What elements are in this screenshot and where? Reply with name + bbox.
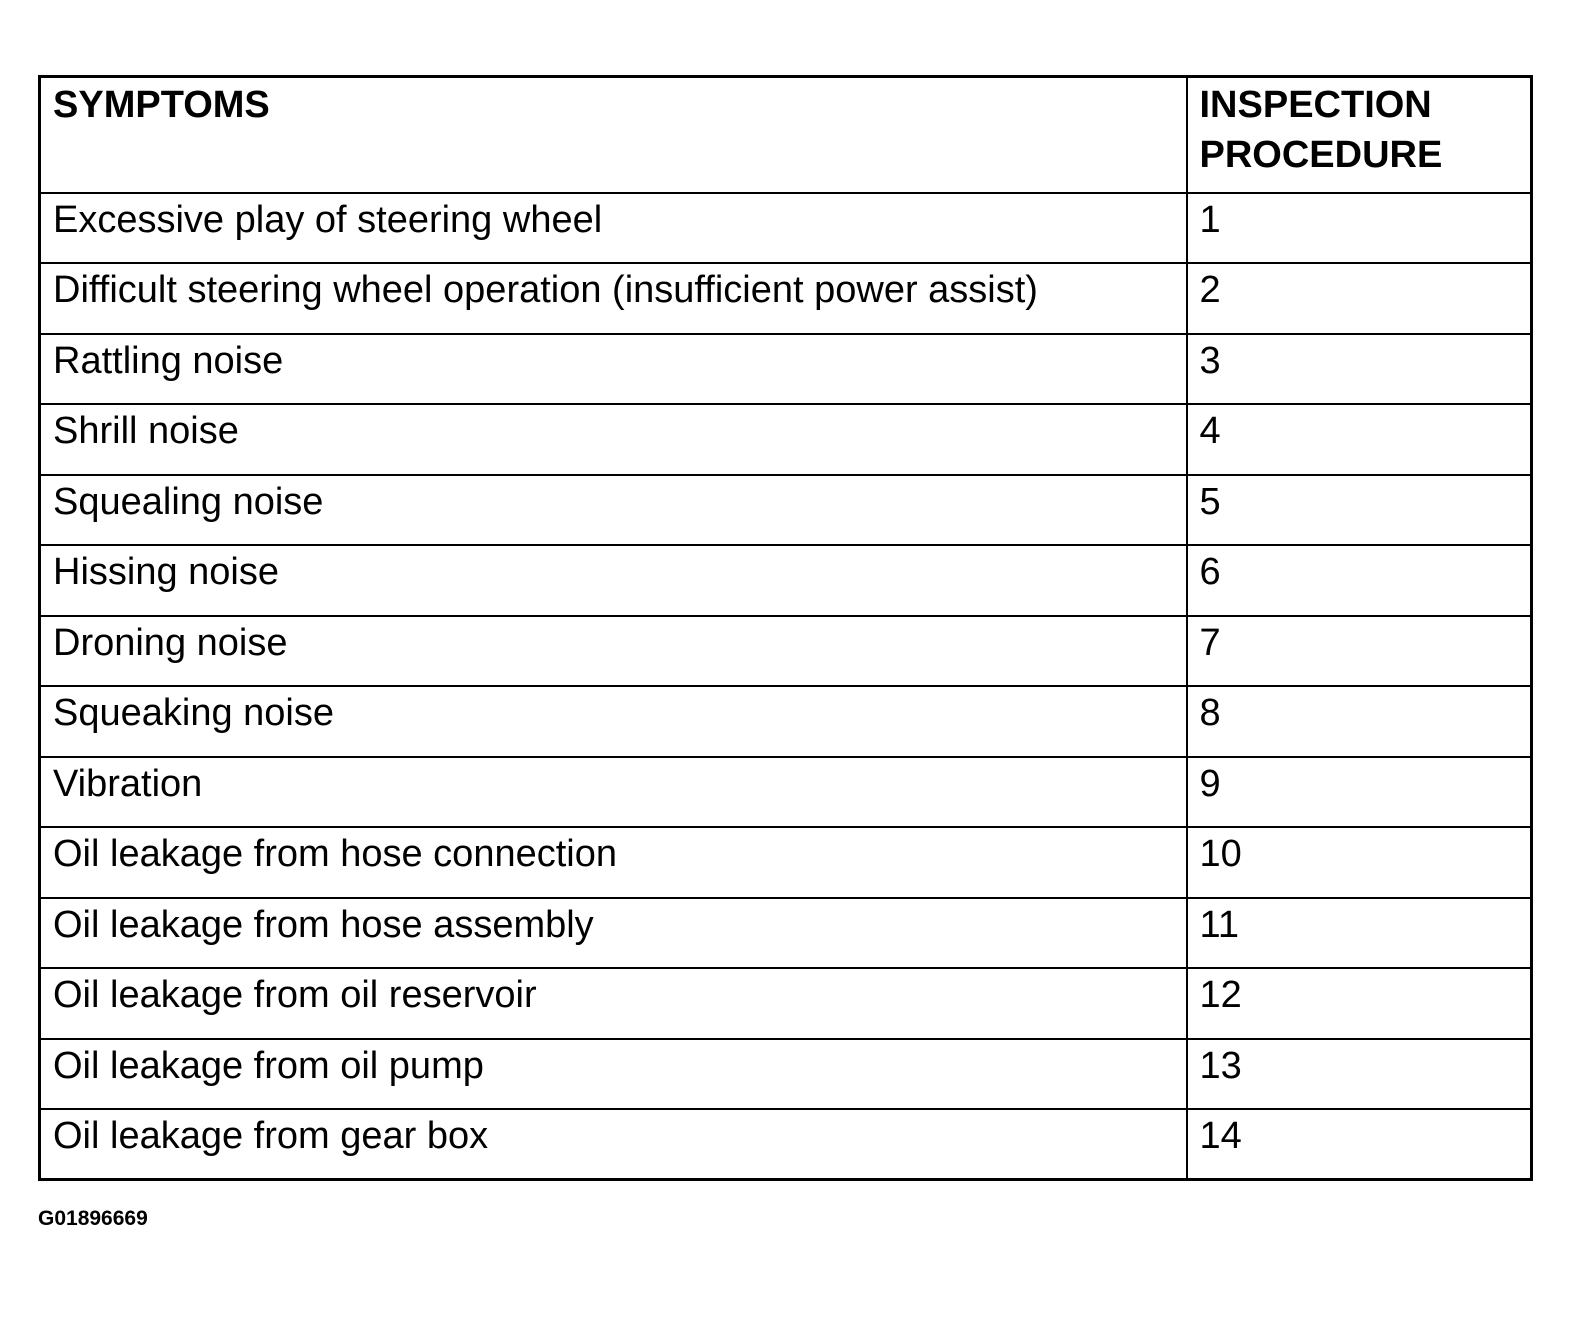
symptom-cell: Rattling noise: [40, 334, 1187, 405]
inspection-header-line1: INSPECTION: [1199, 84, 1432, 126]
table-row: [40, 616, 1532, 687]
procedure-cell: 6: [1187, 545, 1532, 616]
procedure-cell: 2: [1187, 263, 1532, 334]
procedure-cell: 1: [1187, 193, 1532, 264]
procedure-cell: 8: [1187, 686, 1532, 757]
procedure-cell: 4: [1187, 404, 1532, 475]
procedure-cell: 7: [1187, 616, 1532, 687]
symptom-cell: Vibration: [40, 757, 1187, 828]
table-row: [40, 263, 1532, 334]
table-row: [40, 545, 1532, 616]
procedure-cell: 9: [1187, 757, 1532, 828]
table-header-row: [40, 77, 1532, 193]
symptom-cell: Shrill noise: [40, 404, 1187, 475]
symptom-cell: Difficult steering wheel operation (insufficient power assist): [40, 263, 1187, 334]
symptom-cell: Hissing noise: [40, 545, 1187, 616]
symptom-cell: Oil leakage from hose connection: [40, 827, 1187, 898]
symptom-cell: Squeaking noise: [40, 686, 1187, 757]
table-row: [40, 898, 1532, 969]
symptom-cell: Oil leakage from hose assembly: [40, 898, 1187, 969]
procedure-cell: 13: [1187, 1039, 1532, 1110]
symptom-cell: Oil leakage from oil pump: [40, 1039, 1187, 1110]
procedure-cell: 5: [1187, 475, 1532, 546]
table-row: [40, 193, 1532, 264]
procedure-cell: 14: [1187, 1109, 1532, 1180]
symptom-cell: Excessive play of steering wheel: [40, 193, 1187, 264]
procedure-cell: 11: [1187, 898, 1532, 969]
symptom-cell: Squealing noise: [40, 475, 1187, 546]
table-row: [40, 334, 1532, 405]
symptoms-table: [38, 75, 1533, 1181]
symptoms-header: SYMPTOMS: [40, 77, 1187, 193]
inspection-header-line2: PROCEDURE: [1199, 134, 1443, 176]
table-row: [40, 686, 1532, 757]
table-row: [40, 968, 1532, 1039]
table-row: [40, 475, 1532, 546]
table-row: [40, 1039, 1532, 1110]
symptom-cell: Oil leakage from oil reservoir: [40, 968, 1187, 1039]
symptom-cell: Droning noise: [40, 616, 1187, 687]
procedure-cell: 10: [1187, 827, 1532, 898]
table-row: [40, 1109, 1532, 1180]
procedure-cell: 3: [1187, 334, 1532, 405]
procedure-cell: 12: [1187, 968, 1532, 1039]
table-row: [40, 757, 1532, 828]
table-row: [40, 827, 1532, 898]
figure-code: G01896669: [38, 1207, 148, 1230]
inspection-procedure-header: [1187, 77, 1532, 193]
table-row: [40, 404, 1532, 475]
symptom-cell: Oil leakage from gear box: [40, 1109, 1187, 1180]
